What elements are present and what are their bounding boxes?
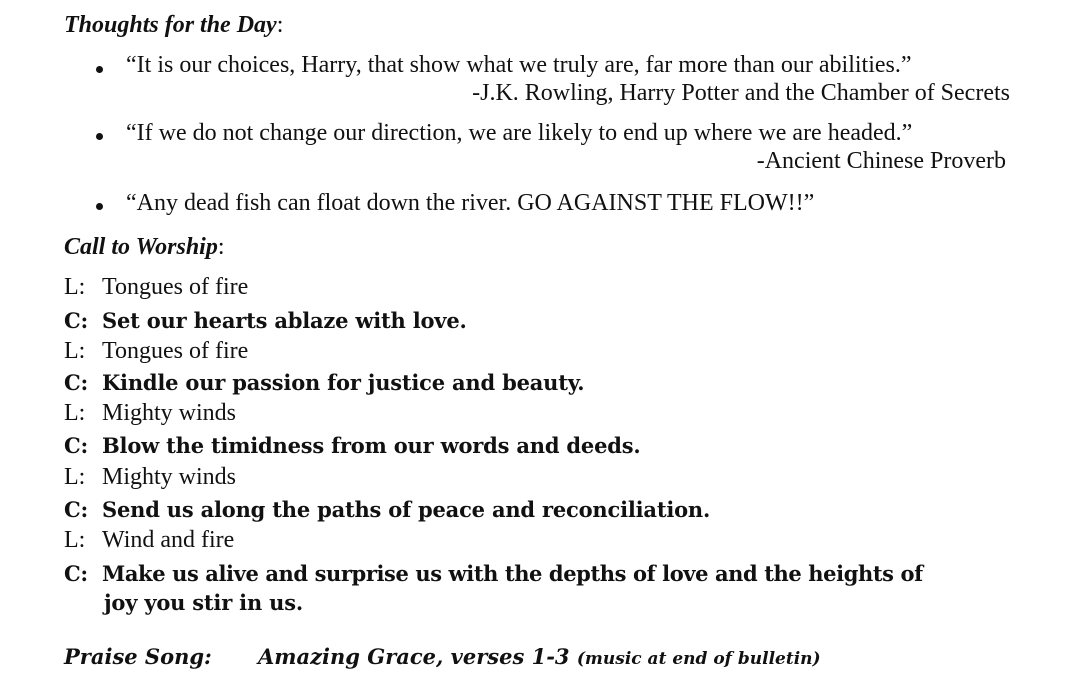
praise-song-note: (music at end of bulletin): [576, 649, 821, 669]
leader-line: L: Mighty winds: [64, 464, 237, 490]
congregation-line: C: Send us along the paths of peace and reconciliation.: [64, 497, 711, 522]
bullet-icon: [96, 203, 103, 210]
bullet-icon: [96, 133, 103, 140]
congregation-line: C: Blow the timidness from our words and deeds.: [64, 433, 641, 458]
thoughts-heading: Thoughts for the Day:: [64, 12, 284, 38]
quote-2: “If we do not change our direction, we are likely to end up where we are headed.”: [126, 120, 913, 146]
congregation-line: C: Kindle our passion for justice and beauty.: [64, 370, 585, 395]
leader-line: L: Tongues of fire: [64, 274, 249, 300]
leader-line: L: Mighty winds: [64, 400, 237, 426]
bullet-icon: [96, 66, 103, 73]
attribution-1: -J.K. Rowling, Harry Potter and the Chamber of Secrets: [472, 80, 1010, 106]
call-to-worship-heading: Call to Worship:: [64, 234, 225, 260]
leader-line: L: Tongues of fire: [64, 338, 249, 364]
praise-song-title: Amazing Grace, verses 1-3 (music at end of bulletin): [258, 644, 821, 669]
praise-song-label: Praise Song:: [64, 644, 212, 669]
quote-1: “It is our choices, Harry, that show what we truly are, far more than our abilities.”: [126, 52, 912, 78]
congregation-line-continuation: joy you stir in us.: [104, 590, 303, 615]
congregation-line: C: Make us alive and surprise us with the depths of love and the heights of: [64, 561, 923, 586]
congregation-line: C: Set our hearts ablaze with love.: [64, 308, 467, 333]
leader-line: L: Wind and fire: [64, 527, 235, 553]
attribution-2: -Ancient Chinese Proverb: [756, 148, 1006, 174]
quote-3: “Any dead fish can float down the river. GO AGAINST THE FLOW!!”: [126, 190, 815, 216]
